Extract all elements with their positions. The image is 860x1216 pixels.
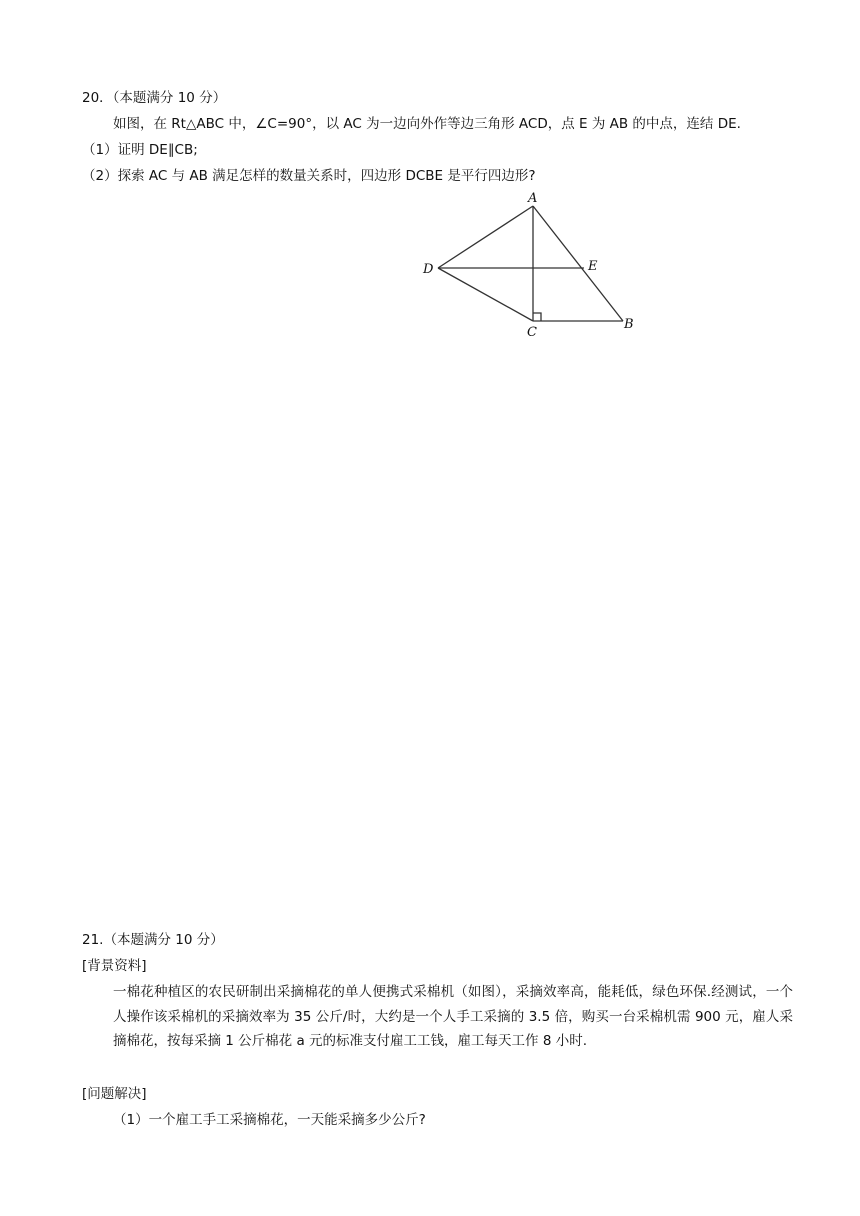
label-c: C — [527, 325, 537, 340]
q20-intro: 如图，在 Rt△ABC 中，∠C=90°，以 AC 为一边向外作等边三角形 ACD，点 E 为 AB 的中点，连结 DE. — [113, 116, 741, 132]
q21-problem-title: [问题解决] — [82, 1086, 147, 1102]
q21-part1: （1）一个雇工手工采摘棉花，一天能采摘多少公斤? — [113, 1112, 426, 1128]
q20-header: 20．（本题满分 10 分） — [82, 90, 227, 106]
q20-part1: （1）证明 DE∥CB; — [82, 142, 198, 158]
segment-ab — [533, 206, 623, 321]
label-b: B — [624, 317, 634, 332]
right-angle-mark — [533, 313, 541, 321]
q21-header: 21.（本题满分 10 分） — [82, 932, 224, 948]
q20-part2: （2）探索 AC 与 AB 满足怎样的数量关系时，四边形 DCBE 是平行四边形? — [82, 168, 536, 184]
segment-da — [438, 206, 533, 268]
q21-background-text: 一棉花种植区的农民研制出采摘棉花的单人便携式采棉机（如图），采摘效率高，能耗低，绿色环保.经测试，一个人操作该采棉机的采摘效率为 35 公斤/时，大约是一个人手工采摘的 3.5 倍，购买一台采棉机需 900 元，雇人采摘棉花，按每采摘 1 公斤棉花 a 元的标准支付雇工工钱，雇工每天工作 8 小时. — [113, 984, 793, 1049]
geometry-figure — [418, 186, 648, 346]
label-d: D — [423, 262, 434, 277]
q21-background-title: [背景资料] — [82, 958, 147, 974]
segment-dc — [438, 268, 533, 321]
label-e: E — [588, 259, 598, 274]
label-a: A — [528, 191, 538, 206]
